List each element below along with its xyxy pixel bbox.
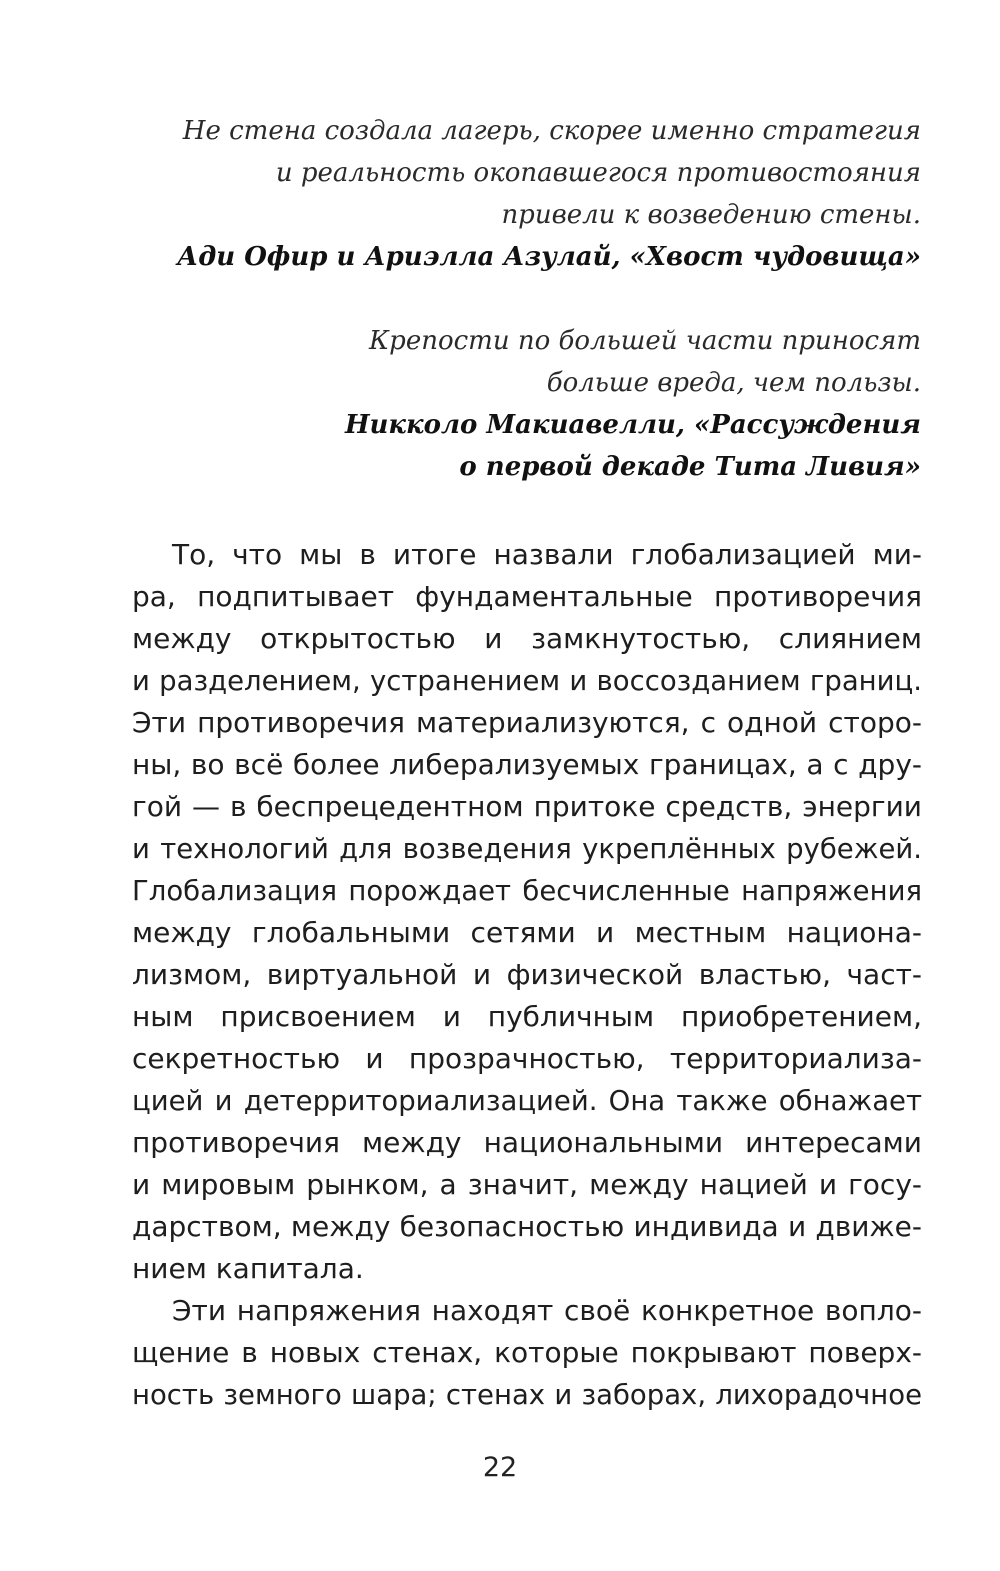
- epigraph-1: [177, 110, 921, 278]
- epigraph-source-line: о первой декаде Тита Ливия»: [459, 452, 921, 482]
- epigraph-quote-line: Не стена создала лагерь, скорее именно стратегия: [182, 116, 921, 146]
- text-line: ра, подпитывает фундаментальные противоречия: [132, 580, 922, 613]
- text-line: лизмом, виртуальной и физической властью, част-: [132, 958, 922, 991]
- text-line: Эти напряжения находят своё конкретное вопло-: [172, 1294, 922, 1327]
- epigraph-quote-line: и реальность окопавшегося противостояния: [275, 158, 921, 188]
- paragraph-2: [132, 1290, 922, 1416]
- text-line: нием капитала.: [132, 1252, 364, 1285]
- text-line: ным присвоением и публичным приобретением,: [132, 1000, 922, 1033]
- epigraph-quote-line: больше вреда, чем пользы.: [546, 368, 921, 398]
- text-line: щение в новых стенах, которые покрывают поверх-: [132, 1336, 922, 1369]
- text-line: То, что мы в итоге назвали глобализацией ми-: [172, 538, 922, 571]
- text-line: дарством, между безопасностью индивида и движе-: [132, 1210, 922, 1243]
- text-line: между открытостью и замкнутостью, слиянием: [132, 622, 922, 655]
- paragraph-1: [132, 534, 922, 1290]
- text-line: и разделением, устранением и воссозданием границ.: [132, 665, 922, 697]
- text-line: противоречия между национальными интересами: [132, 1126, 922, 1159]
- text-line: между глобальными сетями и местным национа-: [132, 916, 922, 949]
- text-line: цией и детерриториализацией. Она также обнажает: [132, 1085, 922, 1117]
- text-line: гой — в беспрецедентном притоке средств, энергии: [132, 790, 922, 823]
- epigraph-2: [345, 320, 921, 488]
- text-line: ность земного шара; стенах и заборах, лихорадочное: [132, 1379, 922, 1411]
- epigraph-quote-line: привели к возведению стены.: [501, 200, 921, 230]
- text-line: Эти противоречия материализуются, с одной сторо-: [132, 706, 922, 739]
- epigraph-quote-line: Крепости по большей части приносят: [369, 326, 921, 356]
- epigraph-source: Ади Офир и Ариэлла Азулай, «Хвост чудовища»: [177, 242, 921, 272]
- page-number: 22: [482, 1452, 518, 1483]
- text-line: секретностью и прозрачностью, территориализа-: [132, 1042, 922, 1075]
- text-line: Глобализация порождает бесчисленные напряжения: [132, 875, 922, 907]
- text-line: ны, во всё более либерализуемых границах, а с дру-: [132, 748, 922, 781]
- text-line: и мировым рынком, а значит, между нацией и госу-: [132, 1168, 922, 1201]
- epigraph-source-line: Никколо Макиавелли, «Рассуждения: [344, 410, 921, 440]
- text-line: и технологий для возведения укреплённых рубежей.: [132, 833, 922, 865]
